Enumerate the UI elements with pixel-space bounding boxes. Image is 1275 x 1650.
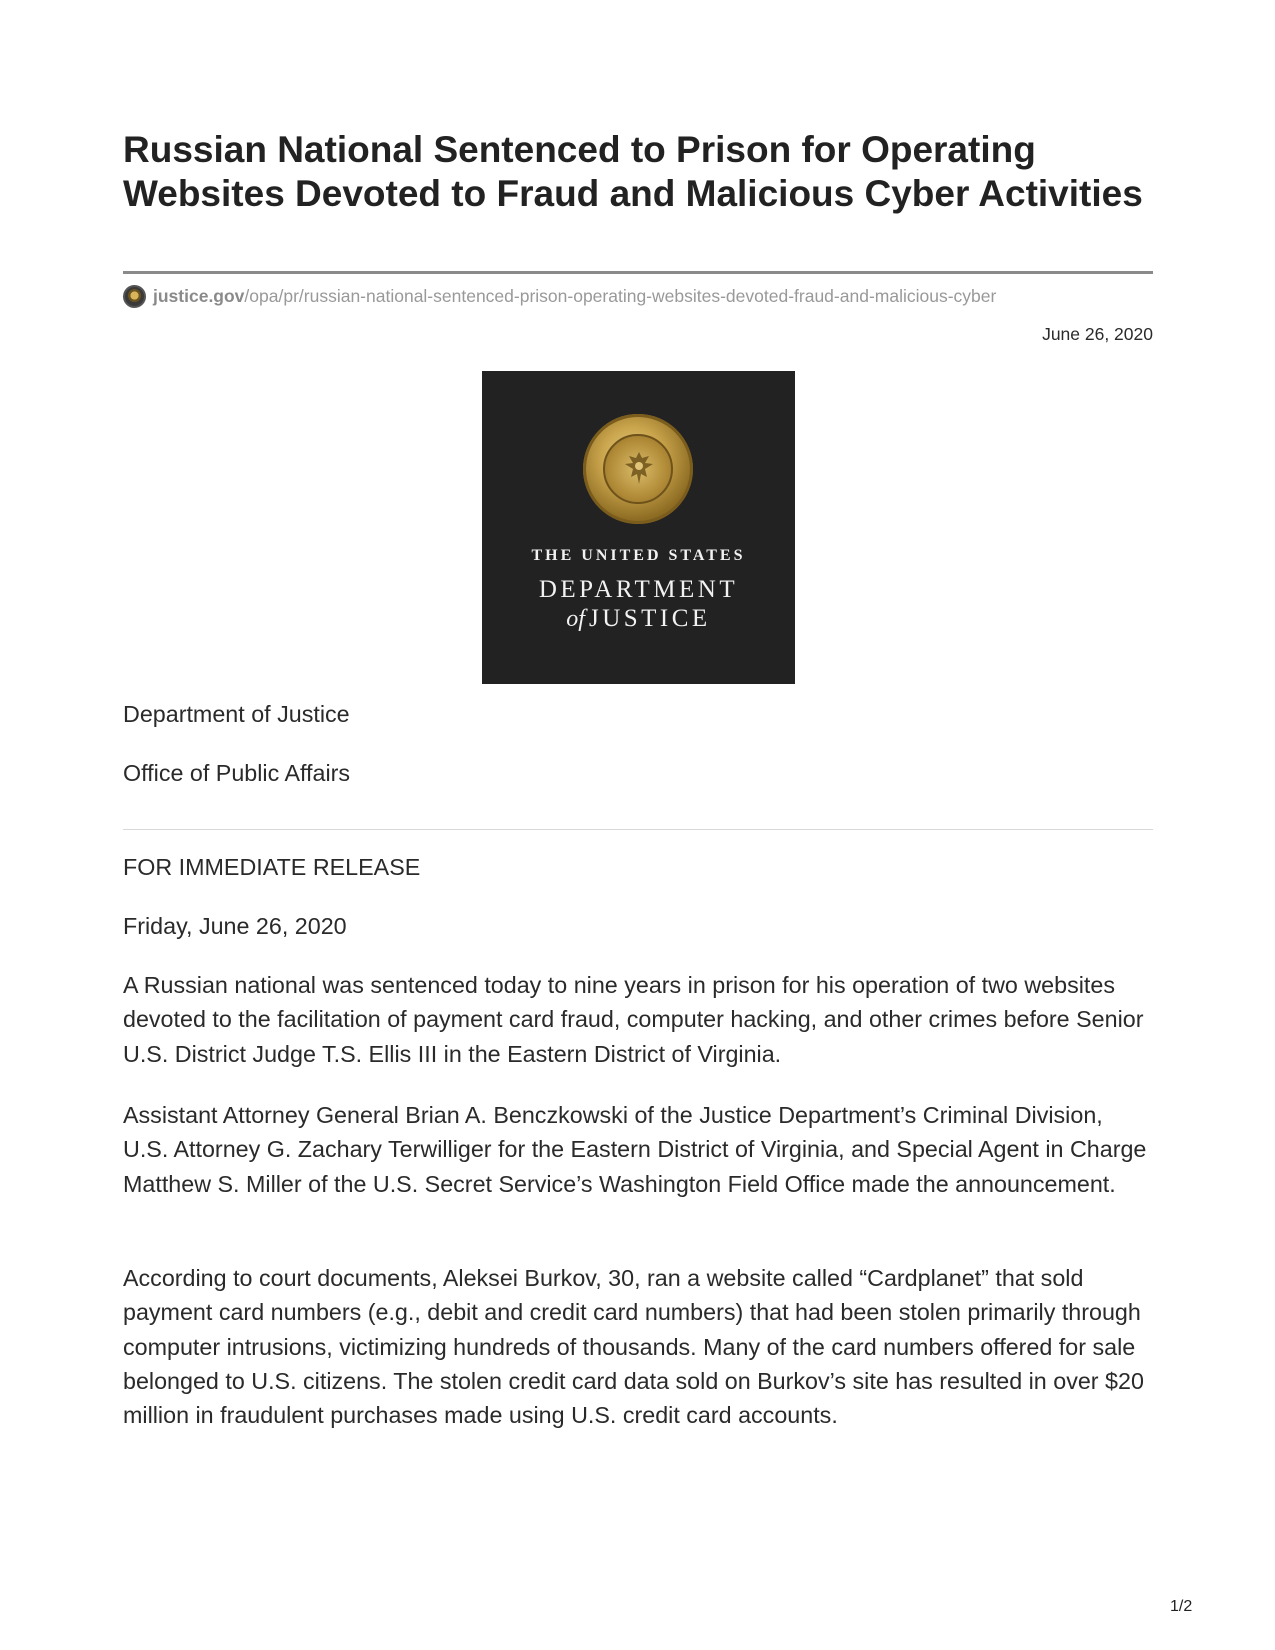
logo-line-united-states: THE UNITED STATES — [531, 547, 746, 564]
paragraph-3: According to court documents, Aleksei Burkov, 30, ran a website called “Cardplanet” that sold payment card numbers (e.g., debit and credit card numbers) that had been stolen primarily through computer intrusions, victimizing hundreds of thousands. Many of the card numbers offered for sale belonged to U.S. citizens. The stolen credit card data sold on Burkov’s site has resulted in over $20 million in fraudulent purchases made using U.S. credit card accounts. — [123, 1265, 1144, 1429]
paragraph-1: A Russian national was sentenced today to nine years in prison for his operation of two websites devoted to the facilitation of payment card fraud, computer hacking, and other crimes before Senior U.S. District Judge T.S. Ellis III in the Eastern District of Virginia. — [123, 972, 1144, 1067]
release-date: Friday, June 26, 2020 — [123, 913, 347, 939]
source-domain: justice.gov — [153, 285, 245, 306]
article-date: June 26, 2020 — [1042, 324, 1153, 344]
page-number: 1/2 — [1170, 1598, 1193, 1615]
doj-logo — [482, 371, 795, 684]
source-url[interactable] — [123, 283, 1153, 309]
paragraph-2: Assistant Attorney General Brian A. Benczkowski of the Justice Department’s Criminal Division, U.S. Attorney G. Zachary Terwilliger for the Eastern District of Virginia, and Special Agent in Charge Matthew S. Miller of the U.S. Secret Service’s Washington Field Office made the announcement. — [123, 1102, 1147, 1197]
logo-line-department: DEPARTMENT — [538, 576, 739, 603]
title-divider — [123, 271, 1153, 274]
doj-seal-icon — [583, 414, 693, 524]
source-path: /opa/pr/russian-national-sentenced-prison-operating-websites-devoted-fraud-and-malicious-cyber — [244, 285, 997, 306]
agency-name: Department of Justice — [123, 701, 350, 727]
article-title: Russian National Sentenced to Prison for Operating Websites Devoted to Fraud and Malicious Cyber Activities — [123, 129, 1143, 214]
logo-line-justice: of JUSTICE — [566, 605, 711, 632]
release-label: FOR IMMEDIATE RELEASE — [123, 854, 421, 880]
section-divider — [123, 829, 1153, 830]
doj-favicon-icon — [123, 285, 146, 308]
office-name: Office of Public Affairs — [123, 760, 351, 786]
